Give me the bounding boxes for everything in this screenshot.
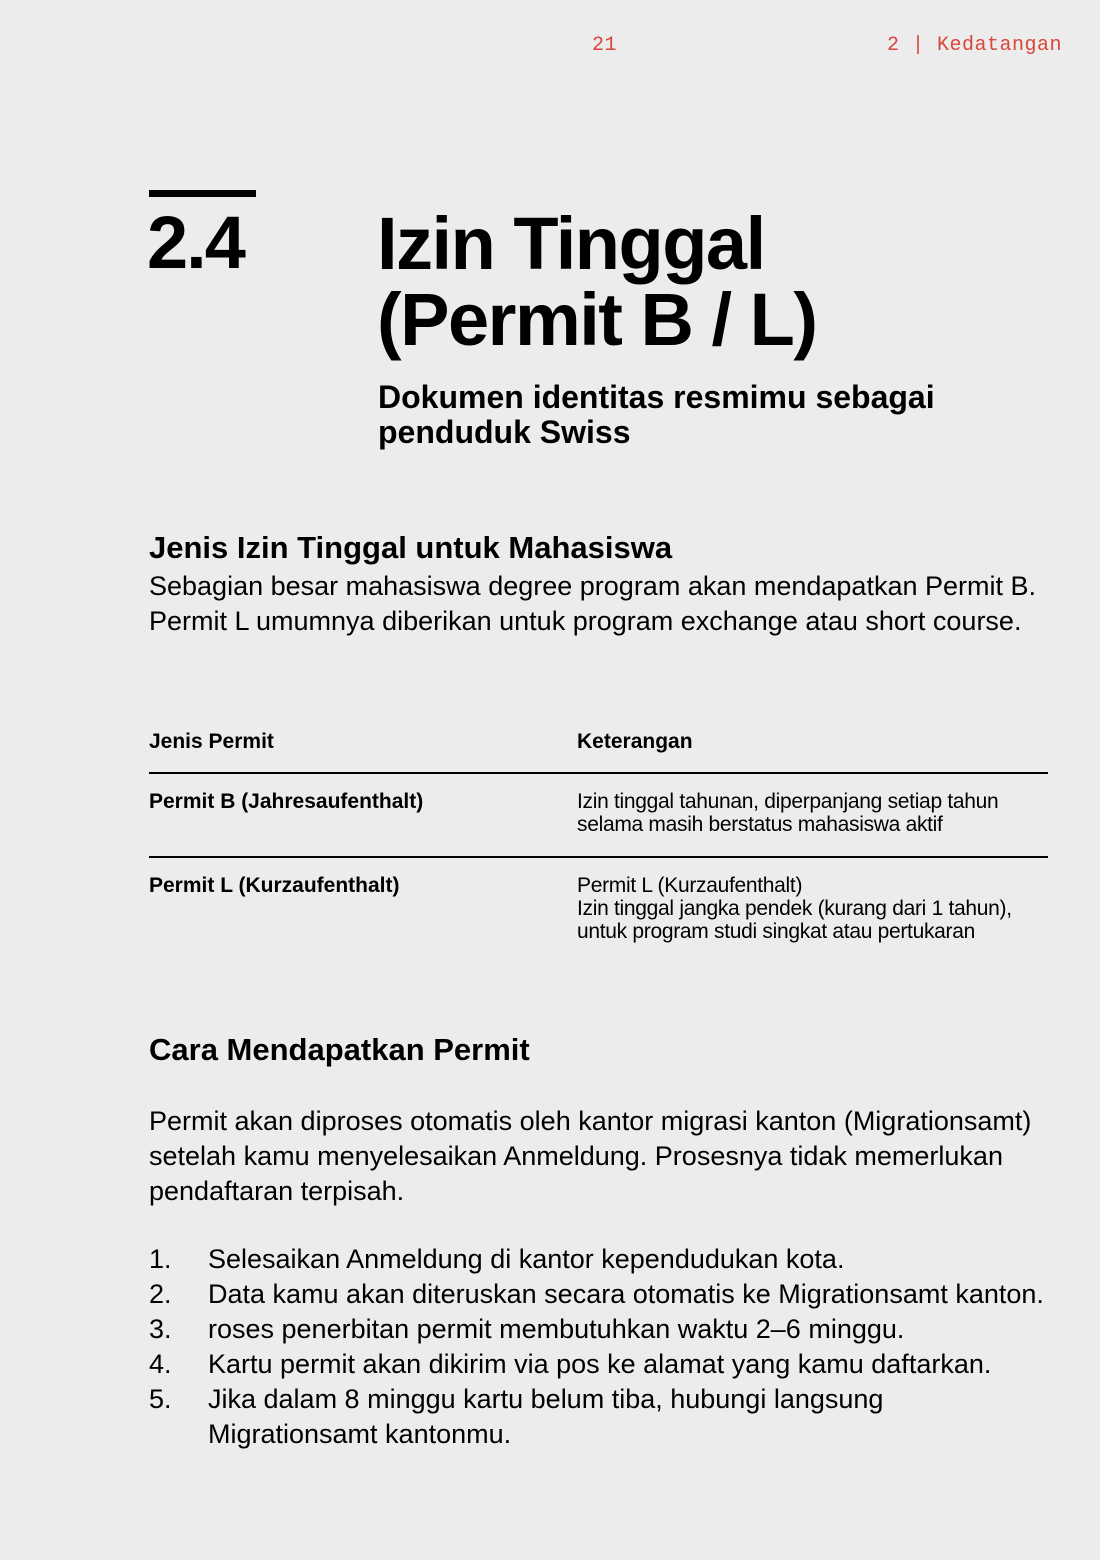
step-text: Selesaikan Anmeldung di kantor kependudukan kota. (208, 1244, 845, 1274)
permit-types-heading: Jenis Izin Tinggal untuk Mahasiswa (149, 530, 673, 565)
permit-types-text: Sebagian besar mahasiswa degree program akan mendapatkan Permit B. Permit L umumnya diberikan untuk program exchange atau short course. (149, 571, 1037, 636)
step-number: 4. (149, 1349, 172, 1379)
list-item (149, 1382, 1049, 1452)
step-number: 2. (149, 1279, 172, 1309)
list-item (149, 1277, 1049, 1312)
section-subtitle-line-1: Dokumen identitas resmimu sebagai (378, 379, 935, 415)
column-header-description: Keterangan (577, 724, 1048, 773)
step-text: roses penerbitan permit membutuhkan waktu 2–6 minggu. (208, 1314, 905, 1344)
section-title (377, 202, 1077, 361)
table-row (149, 773, 1048, 857)
page-number: 21 (592, 34, 618, 57)
step-number: 1. (149, 1244, 172, 1274)
table-header-row (149, 724, 1048, 773)
permit-description (577, 857, 1048, 963)
howto-heading: Cara Mendapatkan Permit (149, 1032, 530, 1067)
section-number: 2.4 (147, 201, 244, 284)
section-subtitle (378, 380, 1038, 450)
step-text: Jika dalam 8 minggu kartu belum tiba, hubungi langsung Migrationsamt kantonmu. (208, 1384, 884, 1449)
running-header-section: 2 | Kedatangan (886, 34, 1062, 57)
permit-name: Permit L (Kurzaufenthalt) (149, 874, 400, 897)
section-title-line-1: Izin Tinggal (377, 202, 765, 285)
list-item (149, 1312, 1049, 1347)
howto-intro: Permit akan diproses otomatis oleh kantor migrasi kanton (Migrationsamt) setelah kamu menyelesaikan Anmeldung. Prosesnya tidak memerlukan pendaftaran terpisah. (149, 1106, 1032, 1206)
steps-list (149, 1242, 1049, 1452)
permit-description-line: Permit L (Kurzaufenthalt) (577, 874, 803, 897)
step-number: 5. (149, 1384, 172, 1414)
step-number: 3. (149, 1314, 172, 1344)
section-title-line-2: (Permit B / L) (377, 278, 817, 361)
section-subtitle-line-2: penduduk Swiss (378, 414, 631, 450)
step-text: Kartu permit akan dikirim via pos ke alamat yang kamu daftarkan. (208, 1349, 992, 1379)
permit-description-line: Izin tinggal jangka pendek (kurang dari 1 tahun), untuk program studi singkat atau pertukaran (577, 897, 1012, 943)
column-header-permit-type: Jenis Permit (149, 724, 577, 773)
list-item (149, 1347, 1049, 1382)
permit-description (577, 773, 1048, 857)
section-rule (149, 190, 256, 197)
permit-name: Permit B (Jahresaufenthalt) (149, 773, 577, 857)
step-text: Data kamu akan diteruskan secara otomatis ke Migrationsamt kanton. (208, 1279, 1044, 1309)
table-row (149, 857, 1048, 963)
list-item (149, 1242, 1049, 1277)
permit-table (149, 724, 1048, 963)
permit-description-line: Izin tinggal tahunan, diperpanjang setiap tahun selama masih berstatus mahasiswa aktif (577, 790, 999, 836)
